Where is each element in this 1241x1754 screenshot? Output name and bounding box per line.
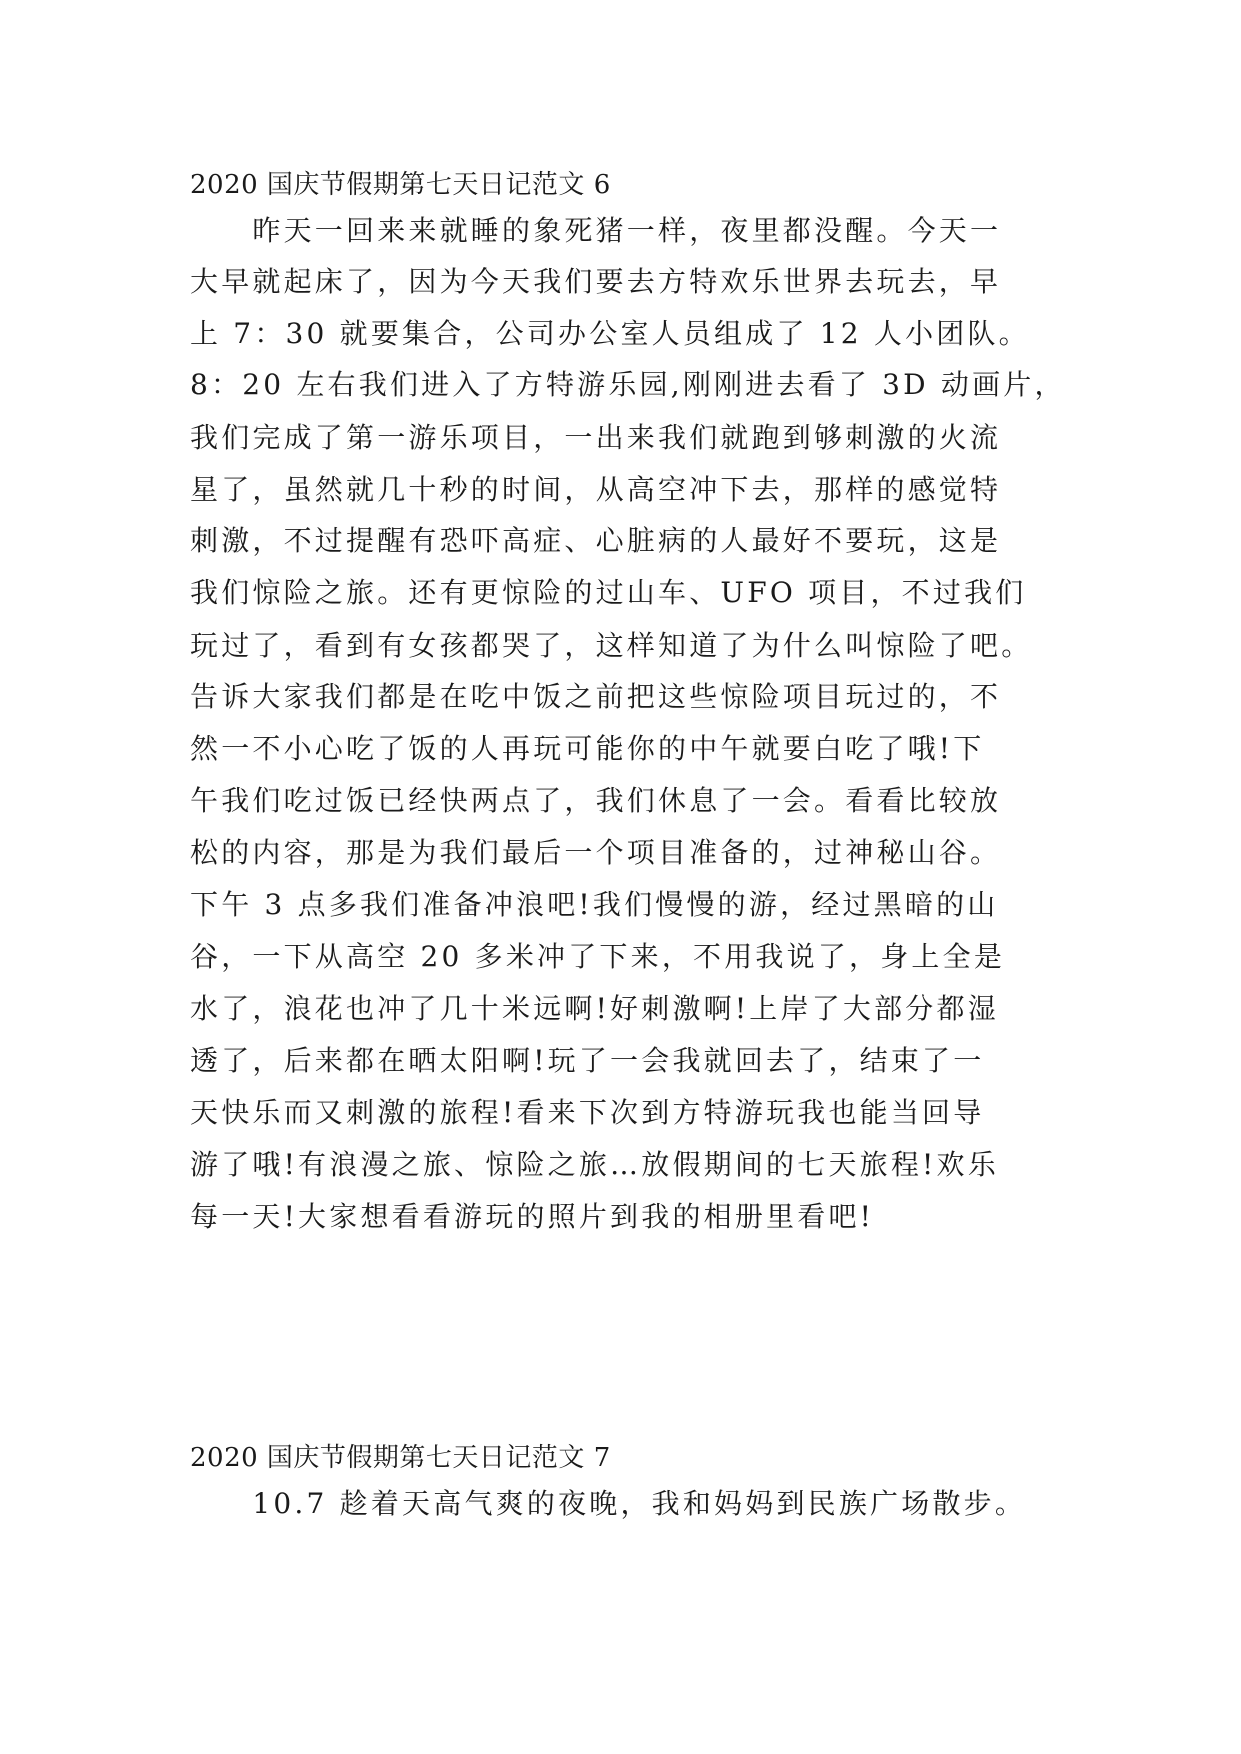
- paragraph-line: 我们惊险之旅。还有更惊险的过山车、UFO 项目，不过我们: [190, 576, 1027, 609]
- paragraph-line: 星了，虽然就几十秒的时间，从高空冲下去，那样的感觉特: [190, 473, 1002, 506]
- paragraph-line: 8：20 左右我们进入了方特游乐园,刚刚进去看了 3D 动画片，: [190, 368, 1066, 401]
- section-heading: 2020 国庆节假期第七天日记范文 7: [190, 1443, 611, 1473]
- paragraph-line: 每一天!大家想看看游玩的照片到我的相册里看吧!: [190, 1200, 875, 1233]
- paragraph-line: 10.7 趁着天高气爽的夜晚，我和妈妈到民族广场散步。: [190, 1487, 1027, 1520]
- paragraph-line: 昨天一回来来就睡的象死猪一样，夜里都没醒。今天一: [190, 214, 1002, 247]
- paragraph-line: 告诉大家我们都是在吃中饭之前把这些惊险项目玩过的，不: [190, 680, 1002, 713]
- paragraph-line: 玩过了，看到有女孩都哭了，这样知道了为什么叫惊险了吧。: [190, 629, 1033, 662]
- paragraph-line: 大早就起床了，因为今天我们要去方特欢乐世界去玩去，早: [190, 265, 1002, 298]
- paragraph-line: 水了，浪花也冲了几十米远啊!好刺激啊!上岸了大部分都湿: [190, 992, 999, 1025]
- paragraph-line: 我们完成了第一游乐项目，一出来我们就跑到够刺激的火流: [190, 421, 1002, 454]
- paragraph-line: 午我们吃过饭已经快两点了，我们休息了一会。看看比较放: [190, 784, 1002, 817]
- paragraph-line: 谷，一下从高空 20 多米冲了下来，不用我说了，身上全是: [190, 940, 1006, 973]
- paragraph-line: 下午 3 点多我们准备冲浪吧!我们慢慢的游，经过黑暗的山: [190, 888, 999, 921]
- paragraph-line: 天快乐而又刺激的旅程!看来下次到方特游玩我也能当回导: [190, 1096, 985, 1129]
- paragraph-line: 游了哦!有浪漫之旅、惊险之旅…放假期间的七天旅程!欢乐: [190, 1148, 999, 1181]
- paragraph-line: 透了，后来都在晒太阳啊!玩了一会我就回去了，结束了一: [190, 1044, 985, 1077]
- paragraph-line: 然一不小心吃了饭的人再玩可能你的中午就要白吃了哦!下: [190, 732, 985, 765]
- paragraph-line: 松的内容，那是为我们最后一个项目准备的，过神秘山谷。: [190, 836, 1002, 869]
- paragraph-line: 刺激，不过提醒有恐吓高症、心脏病的人最好不要玩，这是: [190, 524, 1002, 557]
- section-heading: 2020 国庆节假期第七天日记范文 6: [190, 170, 611, 200]
- paragraph-line: 上 7：30 就要集合，公司办公室人员组成了 12 人小团队。: [190, 317, 1030, 350]
